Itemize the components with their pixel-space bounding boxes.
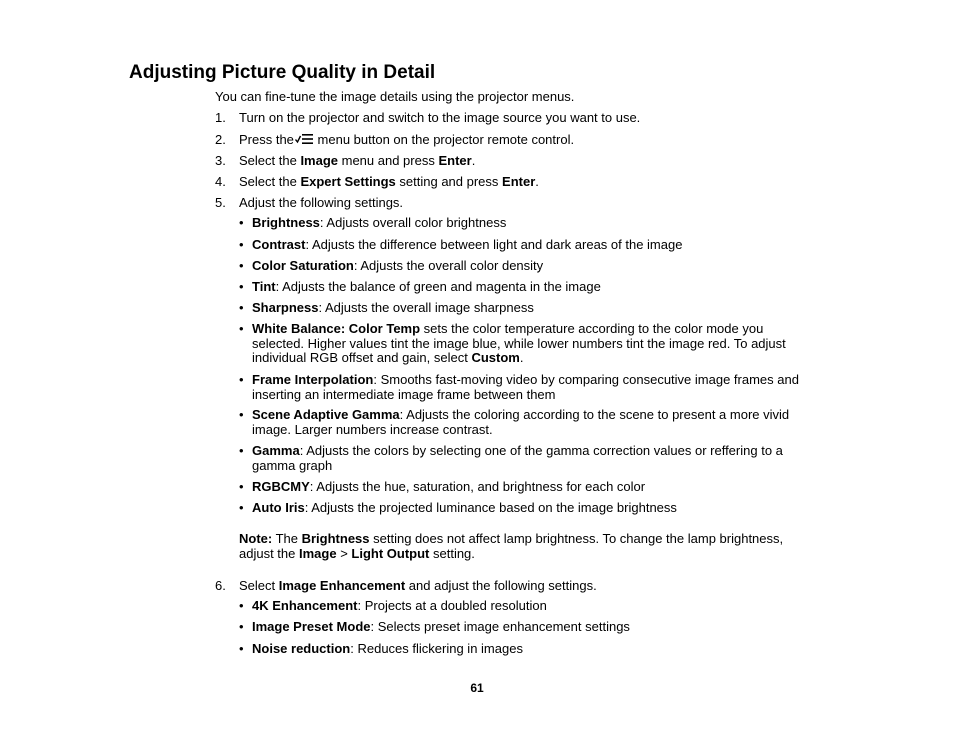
menu-term: Image Enhancement	[278, 578, 406, 593]
setting-term: Sharpness	[252, 300, 319, 315]
text-run: Select	[239, 578, 279, 593]
setting-description: : Selects preset image enhancement settings	[370, 619, 630, 634]
setting-term: Color Saturation	[252, 258, 354, 273]
intro-text: You can fine-tune the image details using the projector menus.	[215, 89, 575, 104]
setting-term: Image Preset Mode	[252, 619, 371, 634]
page-title: Adjusting Picture Quality in Detail	[129, 62, 436, 83]
text-run: .	[471, 153, 476, 168]
setting-description: .	[519, 350, 524, 366]
bullet-dot: •	[239, 279, 244, 294]
list-item	[239, 301, 809, 316]
step-number: 2.	[215, 132, 226, 147]
setting-term: Noise reduction	[252, 641, 351, 656]
bullet-dot: •	[239, 372, 244, 387]
bullet-dot: •	[239, 479, 244, 494]
step-text: Turn on the projector and switch to the image source you want to use.	[239, 110, 641, 125]
setting-term: Auto Iris	[252, 500, 305, 515]
setting-description: : Projects at a doubled resolution	[357, 598, 547, 613]
setting-term: Light Output	[351, 545, 430, 561]
text-run: The	[272, 531, 302, 546]
note-block	[239, 532, 809, 561]
menu-term: Image	[300, 153, 339, 168]
note-label: Note:	[239, 531, 273, 546]
setting-description: : Adjusts the overall image sharpness	[318, 300, 534, 315]
step-number: 5.	[215, 195, 226, 210]
setting-term: Expert Settings	[300, 174, 396, 189]
setting-description: : Adjusts the difference between light and dark areas of the image	[305, 237, 683, 252]
setting-term: Tint	[252, 279, 276, 294]
setting-term: White Balance: Color Temp	[252, 321, 421, 336]
setting-description: : Adjusts overall color brightness	[319, 215, 507, 230]
setting-term: Contrast	[252, 237, 306, 252]
text-run: and adjust the following settings.	[405, 578, 597, 593]
setting-description: : Adjusts the hue, saturation, and brightness for each color	[309, 479, 646, 494]
list-item	[239, 444, 809, 473]
setting-term: Gamma	[252, 443, 300, 458]
setting-description: : Adjusts the overall color density	[353, 258, 544, 273]
bullet-dot: •	[239, 598, 244, 613]
menu-term: Image	[299, 545, 337, 561]
text-run: setting does not affect lamp brightness. To change the lamp brightness, adjust the	[239, 531, 784, 561]
list-item	[239, 620, 809, 635]
list-item	[239, 599, 809, 614]
list-item	[239, 501, 809, 516]
step-text	[239, 153, 475, 169]
bullet-dot: •	[239, 237, 244, 252]
bullet-dot: •	[239, 321, 244, 336]
bullet-dot: •	[239, 215, 244, 230]
step-text	[239, 578, 597, 594]
setting-term: 4K Enhancement	[252, 598, 358, 613]
step-number: 3.	[215, 153, 226, 168]
page-number: 61	[470, 681, 484, 695]
button-term: Enter	[438, 153, 472, 168]
setting-description: sets the color temperature according to the color mode you selected. Higher values tint the image blue, while lower numbers tint the image red. To adjust individual RGB offset and gain, select	[252, 321, 786, 366]
bullet-dot: •	[239, 300, 244, 315]
bullet-dot: •	[239, 500, 244, 515]
step-number: 4.	[215, 174, 226, 189]
text-run: Select the	[239, 153, 301, 168]
setting-description: : Adjusts the balance of green and magenta in the image	[275, 279, 601, 294]
list-item	[239, 373, 809, 402]
text-run: setting.	[429, 545, 475, 561]
step-number: 1.	[215, 110, 226, 125]
setting-description: : Adjusts the colors by selecting one of the gamma correction values or reffering to a gamma graph	[252, 443, 783, 473]
setting-term: Custom	[471, 350, 520, 366]
text-run: setting and press	[395, 174, 503, 189]
setting-description: : Adjusts the coloring according to the scene to present a more vivid image. Larger numbers increase contrast.	[252, 407, 790, 437]
bullet-dot: •	[239, 641, 244, 656]
text-run: >	[336, 545, 352, 561]
bullet-dot: •	[239, 407, 244, 422]
setting-description: : Reduces flickering in images	[350, 641, 523, 656]
step-text-post: menu button on the projector remote control.	[317, 132, 575, 147]
step-text-pre: Press the	[239, 132, 294, 147]
text-run: .	[535, 174, 539, 189]
bullet-dot: •	[239, 619, 244, 634]
setting-description: : Adjusts the projected luminance based on the image brightness	[304, 500, 677, 515]
bullet-dot: •	[239, 258, 244, 273]
list-item	[239, 322, 809, 366]
setting-term: Scene Adaptive Gamma	[252, 407, 400, 422]
step-text	[239, 132, 574, 148]
list-item	[239, 408, 809, 437]
setting-term: Frame Interpolation	[252, 372, 374, 387]
list-item	[239, 259, 809, 274]
bullet-dot: •	[239, 443, 244, 458]
step-text	[239, 174, 539, 190]
setting-term: RGBCMY	[252, 479, 310, 494]
list-item	[239, 642, 809, 657]
setting-term: Brightness	[252, 215, 320, 230]
setting-term: Brightness	[301, 531, 370, 546]
list-item	[239, 216, 809, 231]
list-item	[239, 238, 809, 253]
list-item	[239, 480, 809, 495]
text-run: menu and press	[338, 153, 439, 168]
button-term: Enter	[502, 174, 536, 189]
menu-icon	[295, 133, 313, 145]
text-run: Select the	[239, 174, 301, 189]
setting-description: : Smooths fast-moving video by comparing consecutive image frames and inserting an intermediate image frame between them	[252, 372, 799, 402]
step-number: 6.	[215, 578, 226, 593]
list-item	[239, 280, 809, 295]
step-text: Adjust the following settings.	[239, 195, 404, 210]
